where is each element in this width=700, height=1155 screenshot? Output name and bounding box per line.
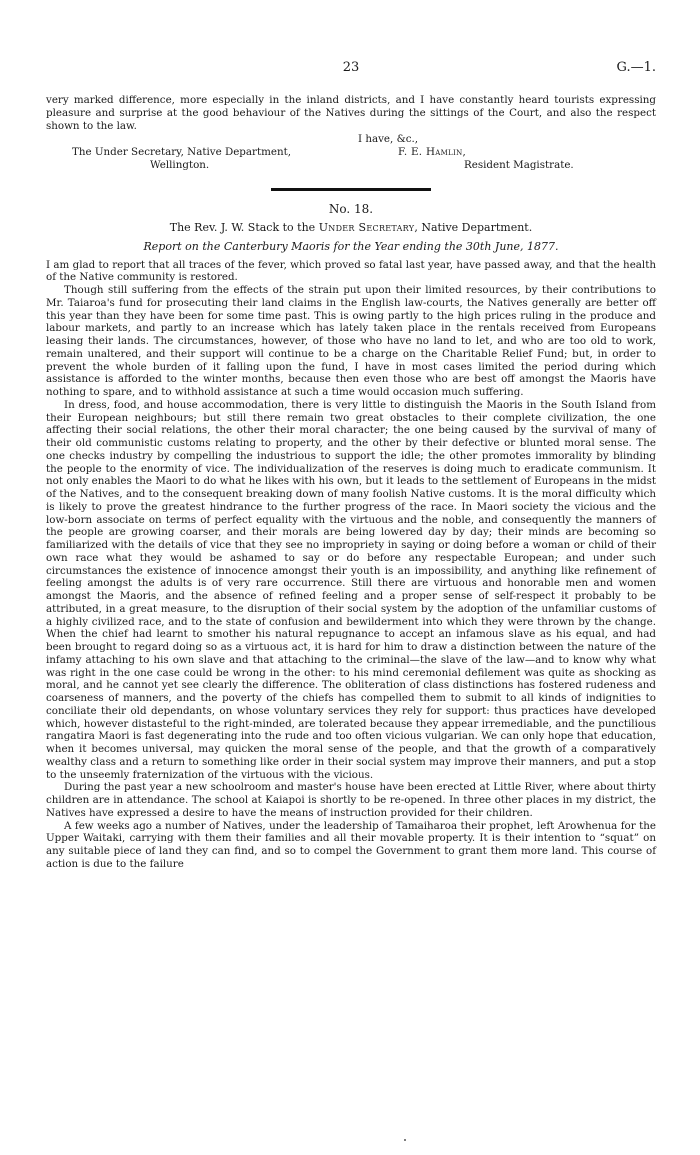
signature-block [46,132,656,176]
closing-phrase: I have, &c., [358,133,419,146]
paper-reference: G.—1. [616,60,656,75]
signer-title: Resident Magistrate. [464,159,574,172]
paragraph-1: I am glad to report that all traces of the fever, which proved so fatal last year, have passed away, and that the health of the Native community is restored. [46,258,656,284]
recipient: Under Secretary [318,221,415,234]
page-number: 23 [342,60,360,75]
to-connector: to the [282,221,316,234]
sender: The Rev. J. W. Stack [169,221,280,234]
document-number: No. 18. [328,202,374,217]
paragraph-4: During the past year a new schoolroom and master's house have been erected at Little River, where about thirty children are in attendance. The school at Kaiapoi is shortly to be re-opened. In three other places in my district, the Natives have expressed a desire to have the means of instruction provided for their children. [46,781,656,819]
addressee-city: Wellington. [150,159,210,172]
body-text [46,94,656,871]
section-rule [271,188,431,191]
document-address [46,222,656,235]
printer-mark [404,1139,406,1141]
paragraph-2: Though still suffering from the effects of the strain put upon their limited resources, by their contributions to Mr. Taiaroa's fund for prosecuting their land claims in the English law-courts, the Natives generally are better off this year than they have been for some time past. This is owing partly to the high prices ruling in the produce and labour markets, and partly to an increase which has lately taken place in the rentals received from Europeans leasing their lands. The circumstances, however, of those who have no land to let, and who are too old to work, remain unaltered, and their support will continue to be a charge on the Charitable Relief Fund; but, in order to prevent the whole burden of it falling upon the fund, I have in most cases limited the period during which assistance is afforded to the winter months, because then even those who are best off amongst the Maoris have nothing to spare, and to withhold assistance at such a time would occasion much suffering. [46,284,656,398]
addressee-line: The Under Secretary, Native Department, [72,146,291,159]
paragraph-5: A few weeks ago a number of Natives, under the leadership of Tamaiharoa their prophet, left Arowhenua for the Upper Waitaki, carrying with them their families and all their movable property. It is their intention to “squat” on any suitable piece of land they can find, and so to compel the Government to grant them more land. This course of action is due to the failure [46,819,656,870]
page-header [46,60,656,76]
paragraph-3: In dress, food, and house accommodation, there is very little to distinguish the Maoris in the South Island from their European neighbours; but still there remain two great obstacles to their complete civilization, the one affecting their social relations, the other their moral character; the one being caused by the survival of many of their old communistic customs relating to property, and the other by their defective or blunted moral sense. The one checks industry by compelling the industrious to support the idle; the other promotes immorality by blinding the people to the enormity of vice. The individualization of the reserves is doing much to eradicate communism. It not only enables the Maori to do what he likes with his own, but it leads to the settlement of Europeans in the midst of the Natives, and to the consequent breaking down of many foolish Native customs. It is the moral difficulty which is likely to prove the greatest hindrance to the further progress of the race. In Maori society the vicious and the low-born associate on terms of perfect equality with the virtuous and the noble, and consequently the manners of the people are growing coarser, and their morals are being lowered day by day; their minds are becoming so familiarized with the details of vice that they see no impropriety in saying or doing before a woman or child of their own race what they would be ashamed to say or do before any respectable European; and under such circumstances the existence of innocence amongst their youth is an impossibility, and anything like refinement of feeling amongst the adults is of very rare occurrence. Still there are virtuous and honorable men and women amongst the Maoris, and the absence of refined feeling and a proper sense of self-respect it probably to be attributed, in a great measure, to the disruption of their social system by the adoption of the unfamiliar customs of a highly civilized race, and to the state of confusion and bewilderment into which they were thrown by the change. When the chief had learnt to smother his natural repugnance to accept an infamous slave as his equal, and had been brought to regard doing so as a virtuous act, it is hard for him to draw a distinction between the nature of the infamy attaching to his own slave and that attaching to the criminal—the slave of the law—and to know why what was right in the one case could be wrong in the other: to his mind ceremonial defilement was quite as shocking as moral, and he cannot yet see clearly the difference. The obliteration of class distinctions has fostered rudeness and coarseness of manners, and the poverty of the chiefs has compelled them to submit to all kinds of indignities to conciliate their old dependants, on whose voluntary services they rely for support: thus practices have developed which, however distasteful to the right-minded, are tolerated because they appear irremediable, and the punctilious rangatira Maori is fast degenerating into the rude and too often vicious vulgarian. We can only hope that education, when it becomes universal, may quicken the moral sense of the people, and that the growth of a comparatively wealthy class and a return to something like order in their social system may improve their manners, and put a stop to the unseemly fraternization of the virtuous with the vicious. [46,398,656,781]
department: , Native Department. [414,221,533,234]
opening-paragraph: very marked difference, more especially in the inland districts, and I have constantly heard tourists expressing pleasure and surprise at the good behaviour of the Natives during the sittings of the Court, and also the respect shown to the law. [46,94,656,132]
signer-name: F. E. Hamlin, [398,146,467,159]
report-subtitle: Report on the Canterbury Maoris for the Year ending the 30th June, 1877. [143,239,559,253]
